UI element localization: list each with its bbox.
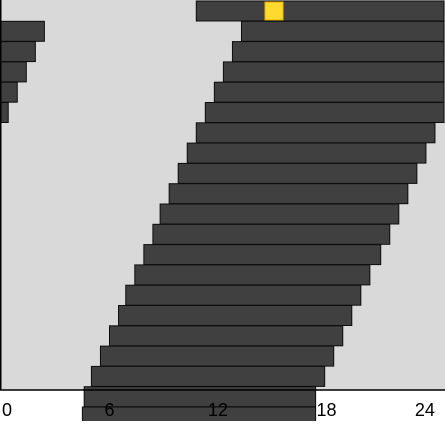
bar-row-4-segment-2 <box>223 62 444 82</box>
bar-row-13-segment-1 <box>144 245 381 265</box>
bar-row-8-segment-1 <box>187 143 426 163</box>
bar-row-6-segment-1 <box>1 103 8 123</box>
bar-row-3-segment-2 <box>232 42 444 62</box>
bar-row-3-segment-1 <box>1 42 35 62</box>
bar-row-2-segment-1 <box>1 21 44 41</box>
bar-row-5-segment-1 <box>1 82 17 102</box>
highlight-marker <box>265 2 283 20</box>
x-tick-label-6: 6 <box>104 400 115 420</box>
bar-row-19-segment-1 <box>91 366 324 386</box>
bar-row-7-segment-1 <box>196 123 435 143</box>
bar-row-15-segment-1 <box>126 285 361 305</box>
x-tick-label-18: 18 <box>316 400 337 420</box>
bar-row-21-segment-1 <box>82 407 315 421</box>
x-tick-label-0: 0 <box>2 400 13 420</box>
bar-row-16-segment-1 <box>119 306 352 326</box>
bar-row-1-segment-1 <box>196 1 444 21</box>
x-tick-label-12: 12 <box>207 400 228 420</box>
bar-row-18-segment-1 <box>100 346 333 366</box>
bar-row-10-segment-1 <box>169 184 408 204</box>
bar-row-14-segment-1 <box>135 265 370 285</box>
bar-row-11-segment-1 <box>160 204 399 224</box>
x-tick-label-24: 24 <box>414 400 435 420</box>
bar-row-2-segment-2 <box>241 21 444 41</box>
bar-row-6-segment-2 <box>205 103 444 123</box>
x-tick-labels <box>2 400 435 420</box>
highlight-group <box>265 2 283 20</box>
bar-row-4-segment-1 <box>1 62 26 82</box>
bar-row-9-segment-1 <box>178 163 417 183</box>
bar-row-12-segment-1 <box>153 224 390 244</box>
bar-row-5-segment-2 <box>214 82 444 102</box>
bar-row-17-segment-1 <box>109 326 342 346</box>
